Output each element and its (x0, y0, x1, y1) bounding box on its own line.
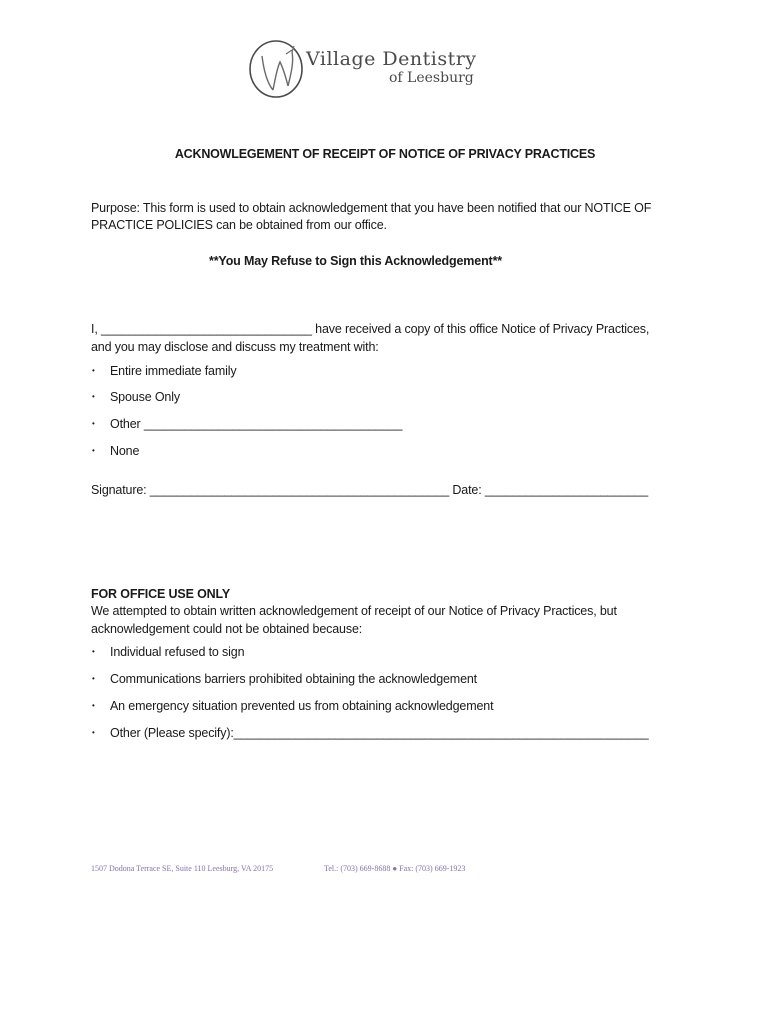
document-title: ACKNOWLEGEMENT OF RECEIPT OF NOTICE OF PRIVACY PRACTICES (174, 147, 596, 161)
bullet-icon: • (92, 701, 95, 710)
option-other: Other ______________________________________ (110, 417, 403, 431)
reason-communication-barriers: Communications barriers prohibited obtaining the acknowledgement (110, 672, 477, 686)
purpose-line-2: PRACTICE POLICIES can be obtained from our office. (91, 218, 387, 232)
statement-line-2: and you may disclose and discuss my treatment with: (91, 340, 379, 354)
signature-date-line: Signature: ____________________________________________ Date: ________________________ (91, 483, 649, 497)
statement-line-1: I, _______________________________ have received a copy of this office Notice of Privacy Practices, (91, 322, 650, 336)
refuse-notice: **You May Refuse to Sign this Acknowledgement** (209, 254, 502, 268)
bullet-icon: • (92, 392, 95, 401)
office-line-2: acknowledgement could not be obtained because: (91, 622, 363, 636)
purpose-line-1: Purpose: This form is used to obtain acknowledgement that you have been notified that our NOTICE OF (91, 201, 652, 215)
option-spouse-only: Spouse Only (110, 390, 180, 404)
logo-subtitle: of Leesburg (389, 70, 474, 86)
bullet-icon: • (92, 419, 95, 428)
reason-emergency: An emergency situation prevented us from obtaining acknowledgement (110, 699, 494, 713)
footer-contact: Tel.: (703) 669-8688 ● Fax: (703) 669-1923 (324, 864, 466, 873)
bullet-icon: • (92, 728, 95, 737)
reason-other: Other (Please specify):_____________________________________________________________ (110, 726, 649, 740)
tooth-logo-icon (248, 38, 304, 100)
reason-refused: Individual refused to sign (110, 645, 245, 659)
option-entire-family: Entire immediate family (110, 364, 237, 378)
bullet-icon: • (92, 446, 95, 455)
option-none: None (110, 444, 140, 458)
practice-logo (248, 38, 478, 100)
bullet-icon: • (92, 366, 95, 375)
footer-address: 1507 Dodona Terrace SE, Suite 110 Leesburg, VA 20175 (91, 864, 274, 873)
logo-name: Village Dentistry (306, 48, 477, 70)
office-use-heading: FOR OFFICE USE ONLY (91, 587, 231, 601)
office-line-1: We attempted to obtain written acknowledgement of receipt of our Notice of Privacy Practices, but (91, 604, 617, 618)
bullet-icon: • (92, 647, 95, 656)
bullet-icon: • (92, 674, 95, 683)
